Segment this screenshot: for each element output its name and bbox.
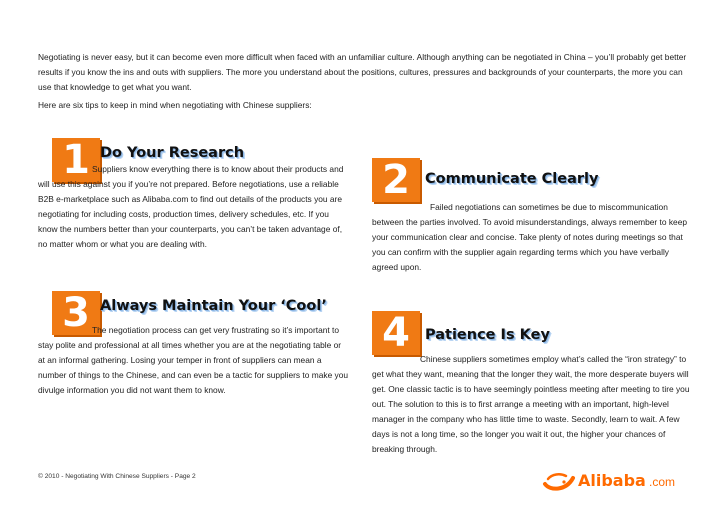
tip-title-2: Communicate Clearly (425, 171, 599, 187)
page-footer: © 2010 - Negotiating With Chinese Suppliers - Page 2 (38, 473, 196, 480)
tip-body-3: The negotiation process can get very frustrating so it’s important to stay polite and professional at all times whether you are at the negotiating table or at an informal gathering. Losing your temper in front of suppliers can mean a number of things to the Chinese, and can even be a tactic for suppliers to make you divulge information you did not want them to know. (38, 325, 349, 395)
intro-lead-in: Here are six tips to keep in mind when negotiating with Chinese suppliers: (38, 100, 312, 110)
intro-paragraph: Negotiating is never easy, but it can become even more difficult when faced with an unfamiliar culture. Although anything can be negotiated in China – you’ll probably get better results if you know the ins and outs with suppliers. The more you understand about the positions, cultures, pressures and backgrounds of your counterparts, the more you can use that knowledge to get what you want. (38, 52, 687, 92)
alibaba-logo (542, 467, 682, 495)
tip-number-badge-4: 4 (372, 311, 420, 355)
tip-title-3: Always Maintain Your ‘Cool’ (100, 298, 327, 314)
tip-body-2: Failed negotiations can sometimes be due to miscommunication between the parties involved. To avoid misunderstandings, always remember to keep your communication clear and concise. Take plenty of notes during meetings so that you can confirm with the supplier again regarding terms which you have verbally agreed upon. (372, 202, 688, 272)
tip-body-4: Chinese suppliers sometimes employ what’s called the “iron strategy” to get what they want, meaning that the longer they wait, the more desperate buyers will get. One classic tactic is to have seemingly pointless meeting after meeting to tire you out. The solution to this is to first arrange a meeting with an important, high-level manager in the company who has little time to waste. Secondly, learn to wait. A few days is not a long time, so the longer you wait it out, the higher your chances of breaking through. (372, 354, 690, 454)
tip-title-4: Patience Is Key (425, 327, 550, 343)
tip-number-badge-2: 2 (372, 158, 420, 202)
tip-body-1: Suppliers know everything there is to know about their products and will use this against you if you’re not prepared. Before negotiations, use a reliable B2B e-marketplace such as Alibaba.com to find out details of the products you are negotiating for including costs, production times, delivery schedules, etc. If you know the numbers better than your counterparts, you can’t be taken advantage of, no matter whom or what you are dealing with. (38, 164, 344, 249)
logo-suffix: .com (649, 475, 676, 489)
alibaba-smile-icon (542, 470, 576, 492)
logo-text: Alibaba (578, 471, 646, 490)
tip-number-badge-3: 3 (52, 291, 100, 335)
tip-number-badge-1: 1 (52, 138, 100, 182)
tip-title-1: Do Your Research (100, 145, 245, 161)
